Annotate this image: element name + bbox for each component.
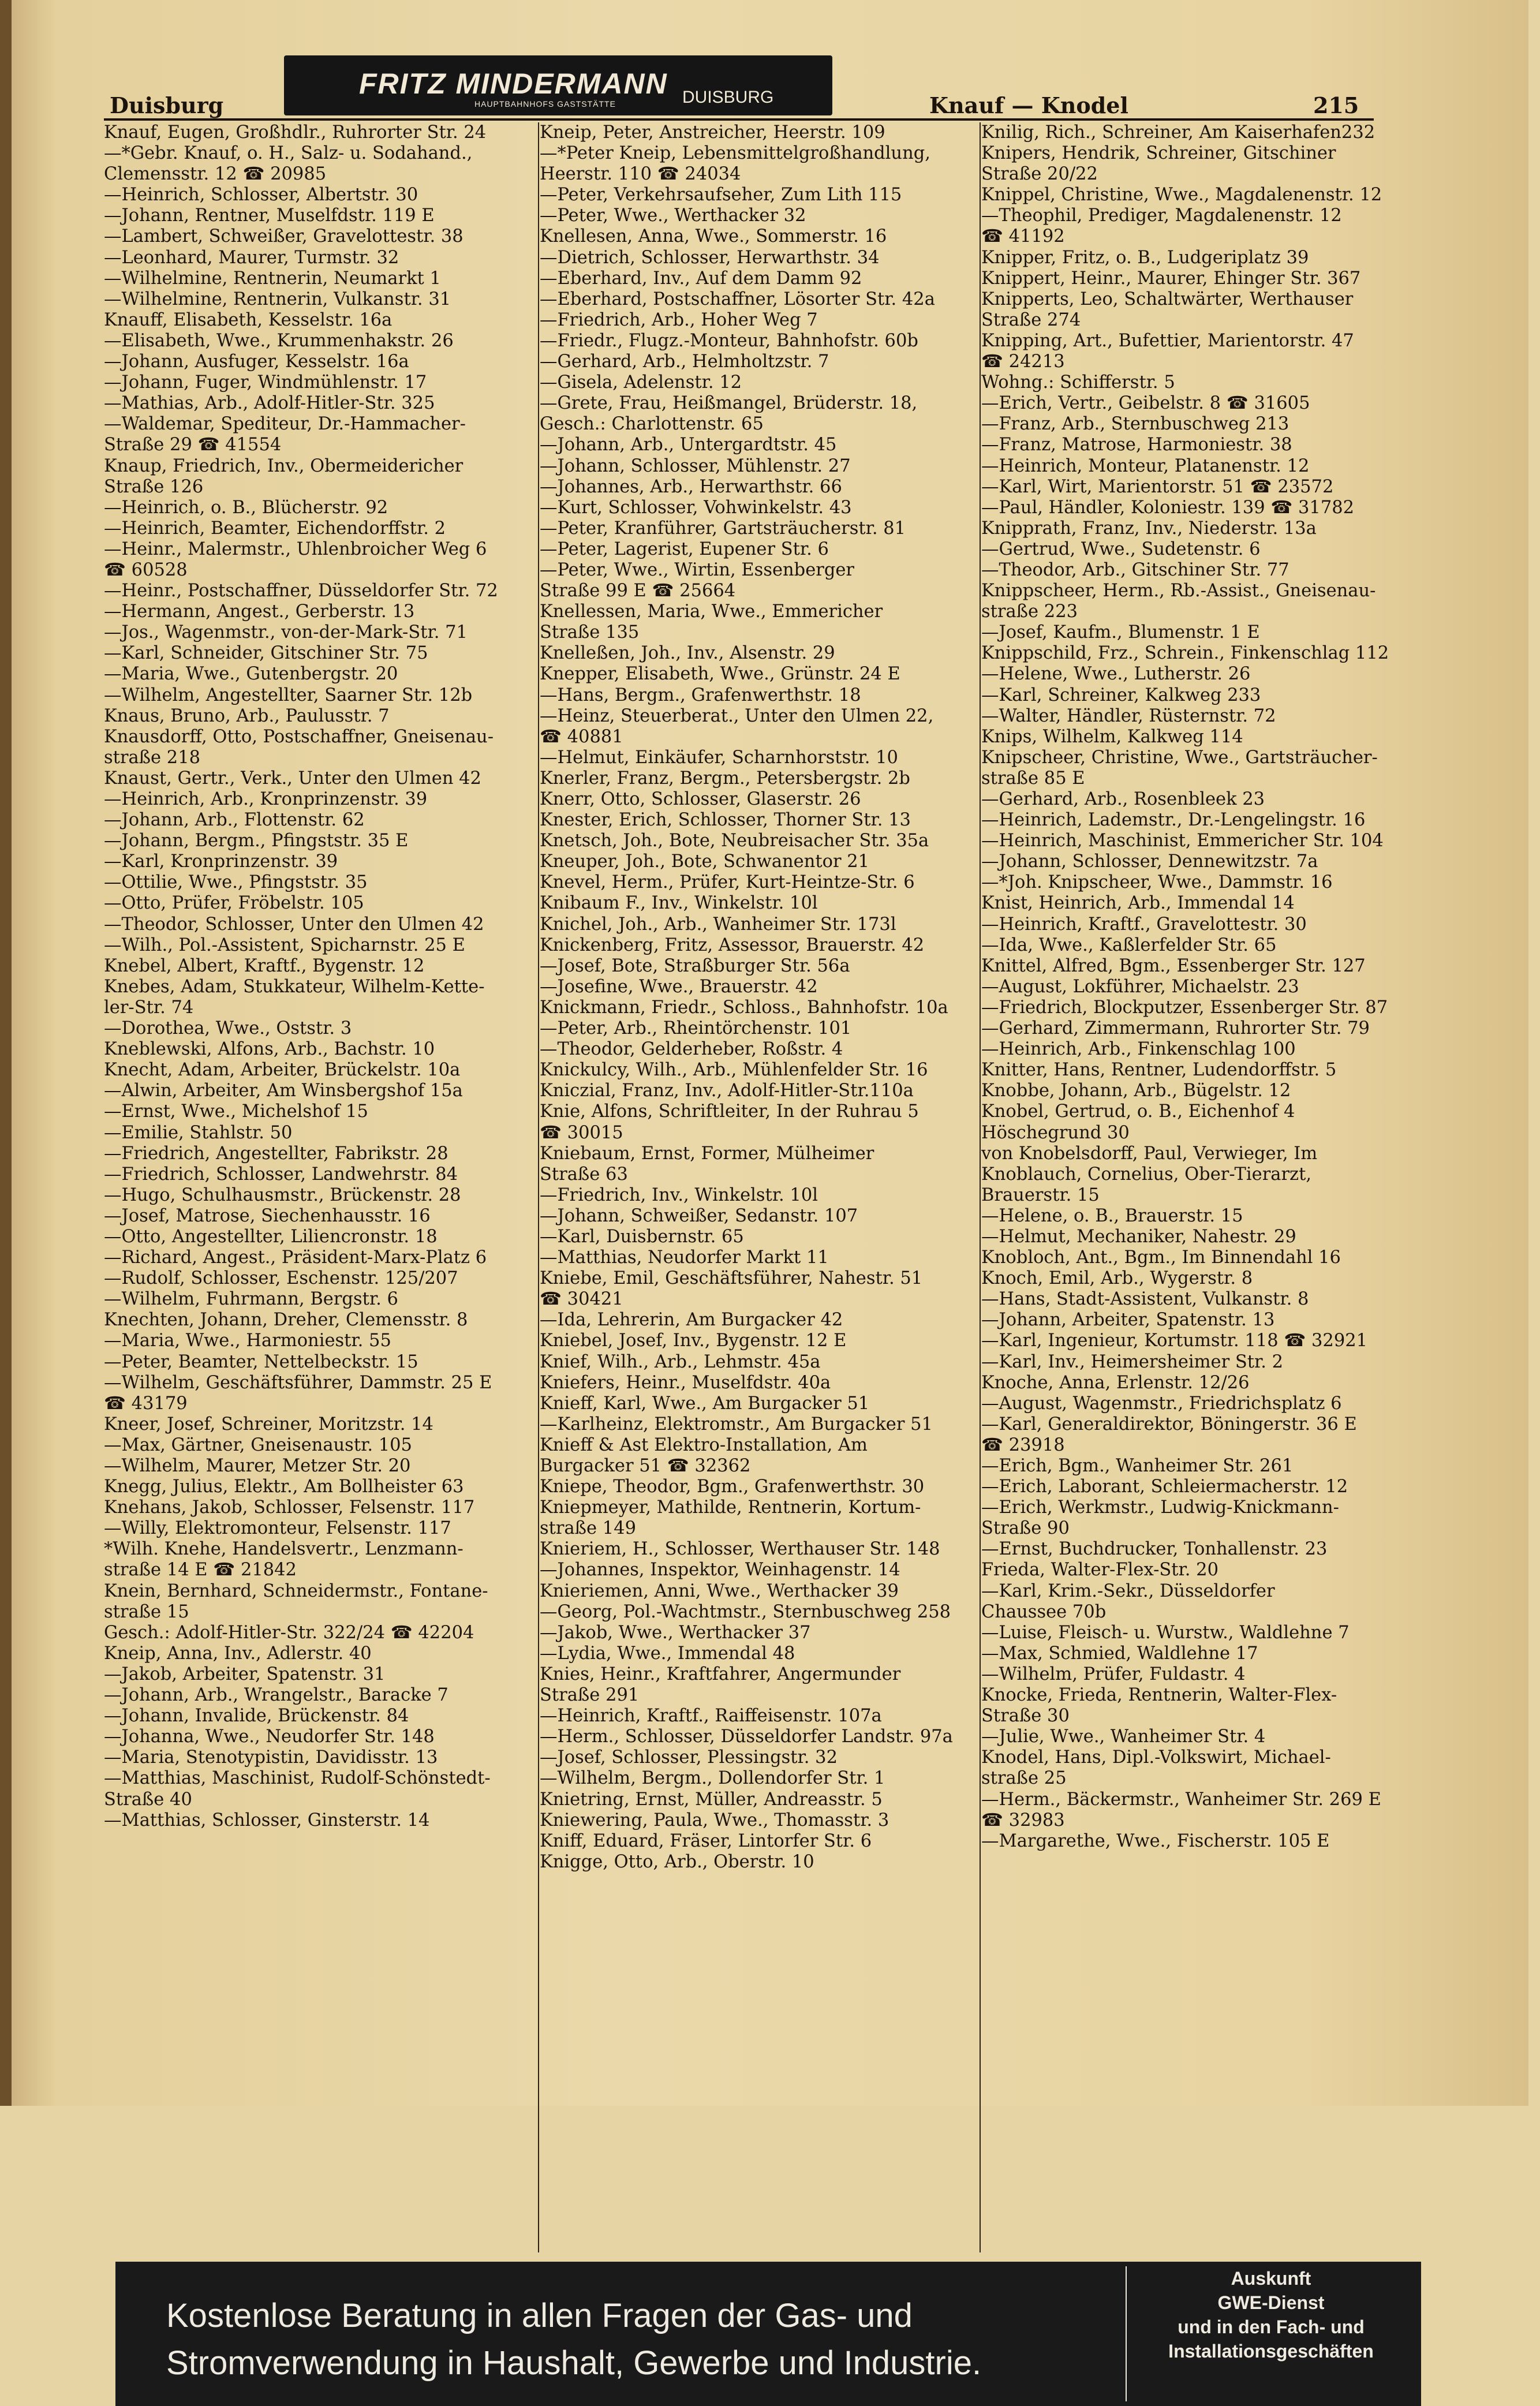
directory-entry-line: —Elisabeth, Wwe., Krummenhakstr. 26 [104,330,454,351]
directory-entry-line: —Theophil, Prediger, Magdalenenstr. 12 [981,206,1342,226]
directory-entry-line: Knipprath, Franz, Inv., Niederstr. 13a [981,518,1317,539]
directory-entry-line: ☎ 30015 [540,1122,623,1143]
directory-entry-line: —Ottilie, Wwe., Pfingststr. 35 [104,872,368,893]
directory-entry-line: —Maria, Wwe., Harmoniestr. 55 [104,1331,391,1351]
directory-entry-line: Wohng.: Schifferstr. 5 [981,372,1175,393]
directory-entry-line: —Maria, Wwe., Gutenbergstr. 20 [104,664,398,685]
header-range: Knauf — Knodel [929,92,1128,118]
directory-entry-line: von Knobelsdorff, Paul, Verwieger, Im [981,1143,1318,1164]
directory-entry-line: Knieriemen, Anni, Wwe., Werthacker 39 [540,1581,899,1601]
directory-entry-line: —Max, Schmied, Waldlehne 17 [981,1643,1258,1664]
directory-entry-line: Knodel, Hans, Dipl.-Volkswirt, Michael- [981,1747,1331,1768]
directory-entry-line: —Heinrich, Kraftf., Gravelottestr. 30 [981,914,1307,935]
directory-entry-line: —Erich, Bgm., Wanheimer Str. 261 [981,1456,1294,1476]
directory-entry-line: —Mathias, Arb., Adolf-Hitler-Str. 325 [104,393,435,414]
directory-entry-line: straße 25 [981,1768,1067,1789]
directory-entry-line: ☎ 24213 [981,352,1065,372]
directory-entry-line: Knaup, Friedrich, Inv., Obermeidericher [104,455,464,476]
directory-entry-line: Knieriem, H., Schlosser, Werthauser Str. 148 [540,1539,940,1560]
directory-entry-line: Burgacker 51 ☎ 32362 [540,1456,751,1476]
directory-entry-line: —Josef, Kaufm., Blumenstr. 1 E [981,622,1260,643]
directory-entry-line: —Willy, Elektromonteur, Felsenstr. 117 [104,1518,451,1539]
directory-entry-line: —Jos., Wagenmstr., von-der-Mark-Str. 71 [104,622,468,643]
directory-entry-line: straße 149 [540,1518,637,1539]
directory-entry-line: —Johann, Bergm., Pfingststr. 35 E [104,831,409,851]
directory-entry-line: Knoblauch, Cornelius, Ober-Tierarzt, [981,1164,1312,1185]
directory-entry-line: —Wilhelm, Bergm., Dollendorfer Str. 1 [540,1768,885,1789]
directory-entry-line: —Peter, Beamter, Nettelbeckstr. 15 [104,1351,418,1372]
directory-entry-line: —Johann, Arb., Flottenstr. 62 [104,810,365,831]
directory-entry-line: straße 14 E ☎ 21842 [104,1560,297,1581]
directory-entry-line: Straße 274 [981,309,1081,330]
directory-entry-line: —Heinr., Postschaffner, Düsseldorfer Str. 72 [104,581,498,602]
directory-entry-line: ☎ 30421 [540,1289,623,1310]
directory-entry-line: Kniepe, Theodor, Bgm., Grafenwerthstr. 30 [540,1477,925,1497]
directory-entry-line: —Theodor, Arb., Gitschiner Str. 77 [981,559,1289,580]
directory-entry-line: —Wilhelm, Geschäftsführer, Dammstr. 25 E [104,1372,492,1393]
directory-entry-line: Knebes, Adam, Stukkateur, Wilhelm-Kette- [104,976,485,997]
directory-entry-line: —Josef, Schlosser, Plessingstr. 32 [540,1747,838,1768]
directory-entry-line: Kniewering, Paula, Wwe., Thomasstr. 3 [540,1810,889,1830]
directory-entry-line: Straße 63 [540,1164,628,1185]
directory-entry-line: —Peter, Wwe., Wirtin, Essenberger [540,559,854,580]
directory-entry-line: —Eberhard, Inv., Auf dem Damm 92 [540,268,862,289]
directory-entry-line: —Friedrich, Schlosser, Landwehrstr. 84 [104,1164,458,1185]
directory-entry-line: Höschegrund 30 [981,1122,1130,1143]
directory-entry-line: Straße 30 [981,1706,1070,1727]
directory-entry-line: Straße 29 ☎ 41554 [104,435,282,455]
directory-entry-line: —Josef, Bote, Straßburger Str. 56a [540,955,850,976]
directory-entry-line: —Jakob, Wwe., Werthacker 37 [540,1622,811,1643]
directory-entry-line: Knippert, Heinr., Maurer, Ehinger Str. 367 [981,268,1361,289]
directory-entry-line: —Helmut, Mechaniker, Nahestr. 29 [981,1226,1296,1247]
directory-entry-line: Kneblewski, Alfons, Arb., Bachstr. 10 [104,1039,435,1060]
directory-entry-line: —Johannes, Inspektor, Weinhagenstr. 14 [540,1560,900,1581]
directory-entry-line: —Peter, Verkehrsaufseher, Zum Lith 115 [540,185,902,206]
directory-entry-line: Knilig, Rich., Schreiner, Am Kaiserhafen232 [981,122,1375,143]
directory-entry-line: —Grete, Frau, Heißmangel, Brüderstr. 18, [540,393,918,414]
directory-entry-line: —Erich, Vertr., Geibelstr. 8 ☎ 31605 [981,393,1310,414]
directory-entry-line: —Heinrich, Kraftf., Raiffeisenstr. 107a [540,1706,882,1727]
directory-entry-line: Knichel, Joh., Arb., Wanheimer Str. 173l [540,914,896,935]
directory-entry-line: Gesch.: Charlottenstr. 65 [540,414,764,435]
directory-entry-line: —Johann, Schweißer, Sedanstr. 107 [540,1205,858,1226]
directory-entry-line: Chaussee 70b [981,1601,1107,1622]
directory-entry-line: Knickmann, Friedr., Schloss., Bahnhofstr. 10a [540,997,948,1018]
directory-entry-line: Knehans, Jakob, Schlosser, Felsenstr. 117 [104,1497,475,1518]
directory-entry-line: —Theodor, Gelderheber, Roßstr. 4 [540,1039,843,1060]
directory-entry-line: Knieff & Ast Elektro-Installation, Am [540,1434,868,1455]
directory-entry-line: Kniebel, Josef, Inv., Bygenstr. 12 E [540,1331,847,1351]
directory-entry-line: —Gerhard, Zimmermann, Ruhrorter Str. 79 [981,1018,1370,1039]
directory-entry-line: Knecht, Adam, Arbeiter, Brückelstr. 10a [104,1060,461,1081]
directory-entry-line: straße 85 E [981,768,1085,789]
directory-entry-line: —August, Lokführer, Michaelstr. 23 [981,976,1299,997]
directory-entry-line: Knelleßen, Joh., Inv., Alsenstr. 29 [540,643,835,664]
directory-entry-line: —Wilh., Pol.-Assistent, Spicharnstr. 25 E [104,935,465,955]
directory-entry-line: —Josef, Matrose, Siechenhausstr. 16 [104,1205,431,1226]
directory-entry-line: Kneuper, Joh., Bote, Schwanentor 21 [540,851,870,872]
directory-entry-line: —Gisela, Adelenstr. 12 [540,372,742,393]
directory-entry-line: Knaus, Bruno, Arb., Paulusstr. 7 [104,705,390,726]
directory-entry-line: —Heinrich, Arb., Finkenschlag 100 [981,1039,1296,1060]
advert-line-2: Stromverwendung in Haushalt, Gewerbe und Industrie. [166,2344,982,2382]
directory-entry-line: Kniebe, Emil, Geschäftsführer, Nahestr. 51 [540,1268,923,1289]
directory-entry-line: —Wilhelmine, Rentnerin, Neumarkt 1 [104,268,441,289]
directory-entry-line: —Johann, Invalide, Brückenstr. 84 [104,1706,409,1727]
directory-entry-line: Straße 90 [981,1518,1070,1539]
directory-entry-line: Clemensstr. 12 ☎ 20985 [104,164,327,185]
directory-entry-line: —Wilhelmine, Rentnerin, Vulkanstr. 31 [104,289,451,309]
directory-entry-line: —August, Wagenmstr., Friedrichsplatz 6 [981,1393,1342,1414]
directory-entry-line: —Eberhard, Postschaffner, Lösorter Str. 42a [540,289,935,309]
directory-entry-line: —Max, Gärtner, Gneisenaustr. 105 [104,1434,412,1455]
directory-entry-line: Kniefers, Heinr., Muselfdstr. 40a [540,1372,831,1393]
directory-entry-line: Kneip, Peter, Anstreicher, Heerstr. 109 [540,122,885,143]
directory-entry-line: Knips, Wilhelm, Kalkweg 114 [981,726,1243,747]
directory-entry-line: Knellessen, Maria, Wwe., Emmericher [540,602,883,622]
directory-entry-line: Heerstr. 110 ☎ 24034 [540,164,741,185]
directory-entry-line: ☎ 23918 [981,1434,1065,1455]
directory-entry-line: Knevel, Herm., Prüfer, Kurt-Heintze-Str. 6 [540,872,915,893]
directory-entry-line: —Dorothea, Wwe., Oststr. 3 [104,1018,352,1039]
directory-entry-line: —*Joh. Knipscheer, Wwe., Dammstr. 16 [981,872,1333,893]
directory-entry-line: Brauerstr. 15 [981,1185,1100,1205]
advert-info-box [1126,2266,1415,2401]
directory-entry-line: Kniepmeyer, Mathilde, Rentnerin, Kortum- [540,1497,921,1518]
banner-subtitle: HAUPTBAHNHOFS GASTSTÄTTE [474,99,616,109]
directory-entry-line: ☎ 41192 [981,226,1065,247]
directory-entry-line: —Heinrich, Lademstr., Dr.-Lengelingstr. 16 [981,810,1366,831]
directory-entry-line: —Ida, Lehrerin, Am Burgacker 42 [540,1310,843,1331]
directory-entry-line: Kneip, Anna, Inv., Adlerstr. 40 [104,1643,372,1664]
directory-entry-line: —Heinrich, Beamter, Eichendorffstr. 2 [104,518,446,539]
directory-entry-line: —Karl, Schneider, Gitschiner Str. 75 [104,643,428,664]
directory-entry-line: —Johann, Fuger, Windmühlenstr. 17 [104,372,427,393]
directory-entry-line: —Matthias, Maschinist, Rudolf-Schönstedt- [104,1768,491,1789]
directory-entry-line: Straße 99 E ☎ 25664 [540,581,736,602]
directory-entry-line: ler-Str. 74 [104,997,194,1018]
directory-entry-line: —Peter, Kranführer, Gartsträucherstr. 81 [540,518,906,539]
directory-entry-line: —Johann, Arbeiter, Spatenstr. 13 [981,1310,1275,1331]
directory-entry-line: —Peter, Arb., Rheintörchenstr. 101 [540,1018,852,1039]
directory-entry-line: Knobbe, Johann, Arb., Bügelstr. 12 [981,1081,1291,1101]
directory-entry-line: —Otto, Prüfer, Fröbelstr. 105 [104,893,364,914]
directory-entry-line: Knaust, Gertr., Verk., Unter den Ulmen 42 [104,768,481,789]
directory-entry-line: —Rudolf, Schlosser, Eschenstr. 125/207 [104,1268,458,1289]
directory-entry-line: —Alwin, Arbeiter, Am Winsbergshof 15a [104,1081,463,1101]
directory-entry-line: —Helene, Wwe., Lutherstr. 26 [981,664,1251,685]
directory-entry-line: —Johann, Arb., Untergardtstr. 45 [540,435,837,455]
directory-entry-line: —Friedrich, Angestellter, Fabrikstr. 28 [104,1143,448,1164]
directory-entry-line: Kniebaum, Ernst, Former, Mülheimer [540,1143,874,1164]
directory-entry-line: —Hugo, Schulhausmstr., Brückenstr. 28 [104,1185,461,1205]
directory-entry-line: —Ernst, Wwe., Michelshof 15 [104,1101,368,1122]
directory-entry-line: Knist, Heinrich, Arb., Immendal 14 [981,893,1295,914]
directory-entry-line: —Karl, Kronprinzenstr. 39 [104,851,338,872]
directory-columns [104,122,1389,2252]
directory-entry-line: Knippel, Christine, Wwe., Magdalenenstr. 12 [981,185,1382,206]
directory-entry-line: —Hermann, Angest., Gerberstr. 13 [104,602,415,622]
advert-line-1: Kostenlose Beratung in allen Fragen der Gas- und [166,2297,913,2334]
directory-entry-line: Knobel, Gertrud, o. B., Eichenhof 4 [981,1101,1295,1122]
directory-entry-line: —Richard, Angest., Präsident-Marx-Platz 6 [104,1247,487,1268]
directory-entry-line: Knoch, Emil, Arb., Wygerstr. 8 [981,1268,1253,1289]
directory-entry-line: Knester, Erich, Schlosser, Thorner Str. 13 [540,810,911,831]
directory-entry-line: Frieda, Walter-Flex-Str. 20 [981,1560,1218,1581]
directory-entry-line: Knebel, Albert, Kraftf., Bygenstr. 12 [104,955,425,976]
directory-entry-line: —Karlheinz, Elektromstr., Am Burgacker 51 [540,1414,933,1434]
directory-entry-line: —Otto, Angestellter, Liliencronstr. 18 [104,1226,438,1247]
directory-entry-line: straße 218 [104,747,201,768]
directory-entry-line: —Helene, o. B., Brauerstr. 15 [981,1205,1243,1226]
directory-entry-line: Knerler, Franz, Bergm., Petersbergstr. 2b [540,768,910,789]
directory-entry-line: —Friedrich, Blockputzer, Essenberger Str. 87 [981,997,1388,1018]
directory-entry-line: —Gerhard, Arb., Helmholtzstr. 7 [540,352,829,372]
directory-entry-line: Knibaum F., Inv., Winkelstr. 10l [540,893,818,914]
directory-entry-line: Knellesen, Anna, Wwe., Sommerstr. 16 [540,226,887,247]
directory-entry-line: —Herm., Schlosser, Düsseldorfer Landstr. 97a [540,1727,953,1747]
directory-entry-line: —Herm., Bäckermstr., Wanheimer Str. 269 E [981,1789,1381,1810]
directory-entry-line: —Margarethe, Wwe., Fischerstr. 105 E [981,1830,1330,1851]
directory-entry-line: Straße 291 [540,1685,640,1706]
directory-entry-line: Knegg, Julius, Elektr., Am Bollheister 63 [104,1477,464,1497]
directory-entry-line: Knauf, Eugen, Großhdlr., Ruhrorter Str. 24 [104,122,487,143]
directory-entry-line: —Georg, Pol.-Wachtmstr., Sternbuschweg 258 [540,1601,951,1622]
banner-city: DUISBURG [682,88,774,107]
directory-entry-line: Kniff, Eduard, Fräser, Lintorfer Str. 6 [540,1830,872,1851]
directory-entry-line: ☎ 43179 [104,1393,188,1414]
directory-entry-line: —Helmut, Einkäufer, Scharnhorststr. 10 [540,747,898,768]
directory-entry-line: —Maria, Stenotypistin, Davidisstr. 13 [104,1747,438,1768]
directory-entry-line: —Friedr., Flugz.-Monteur, Bahnhofstr. 60b [540,330,918,351]
directory-entry-line: —Emilie, Stahlstr. 50 [104,1122,293,1143]
directory-entry-line: —Heinrich, Monteur, Platanenstr. 12 [981,455,1310,476]
header-rule [104,118,1374,121]
directory-entry-line: —Luise, Fleisch- u. Wurstw., Waldlehne 7 [981,1622,1350,1643]
directory-entry-line: Straße 40 [104,1789,192,1810]
directory-entry-line: —Heinrich, Schlosser, Albertstr. 30 [104,185,418,206]
directory-entry-line: Knie, Alfons, Schriftleiter, In der Ruhrau 5 [540,1101,919,1122]
directory-entry-line: Knieff, Karl, Wwe., Am Burgacker 51 [540,1393,870,1414]
directory-entry-line: —Erich, Werkmstr., Ludwig-Knickmann- [981,1497,1339,1518]
directory-entry-line: Knocke, Frieda, Rentnerin, Walter-Flex- [981,1685,1337,1706]
directory-entry-line: —Dietrich, Schlosser, Herwarthstr. 34 [540,247,880,268]
directory-entry-line: —Johann, Arb., Wrangelstr., Baracke 7 [104,1685,448,1706]
directory-entry-line: —Wilhelm, Angestellter, Saarner Str. 12b [104,685,473,705]
directory-entry-line: —Ernst, Buchdrucker, Tonhallenstr. 23 [981,1539,1328,1560]
header-advert-banner [284,55,832,115]
directory-entry-line: Knausdorff, Otto, Postschaffner, Gneisenau- [104,726,494,747]
page-number: 215 [1313,92,1359,118]
directory-entry-line: —Matthias, Schlosser, Ginsterstr. 14 [104,1810,430,1830]
advert-box-line: GWE-Dienst [1217,2292,1325,2313]
directory-entry-line: —Johann, Schlosser, Mühlenstr. 27 [540,455,851,476]
directory-entry-line: —*Gebr. Knauf, o. H., Salz- u. Sodahand., [104,143,473,164]
directory-entry-line: —Heinrich, Maschinist, Emmericher Str. 104 [981,831,1384,851]
directory-entry-line: —Johann, Ausfuger, Kesselstr. 16a [104,352,409,372]
directory-entry-line: Knitter, Hans, Rentner, Ludendorffstr. 5 [981,1060,1337,1081]
directory-entry-line: Knittel, Alfred, Bgm., Essenberger Str. 127 [981,955,1366,976]
directory-entry-line: —Karl, Schreiner, Kalkweg 233 [981,685,1261,705]
directory-entry-line: —Julie, Wwe., Wanheimer Str. 4 [981,1727,1266,1747]
directory-entry-line: —Friedrich, Inv., Winkelstr. 10l [540,1185,818,1205]
directory-entry-line: Knief, Wilh., Arb., Lehmstr. 45a [540,1351,821,1372]
directory-entry-line: —Karl, Duisbernstr. 65 [540,1226,744,1247]
directory-entry-line: —Lydia, Wwe., Immendal 48 [540,1643,795,1664]
directory-entry-line: —Gertrud, Wwe., Sudetenstr. 6 [981,539,1261,559]
directory-entry-line: Knippschild, Frz., Schrein., Finkenschlag 112 [981,643,1389,664]
directory-entry-line: —Karl, Inv., Heimersheimer Str. 2 [981,1351,1284,1372]
directory-entry-line: —Karl, Ingenieur, Kortumstr. 118 ☎ 32921 [981,1331,1368,1351]
directory-entry-line: Knauff, Elisabeth, Kesselstr. 16a [104,309,393,330]
directory-entry-line: —Peter, Lagerist, Eupener Str. 6 [540,539,829,559]
directory-entry-line: —Erich, Laborant, Schleiermacherstr. 12 [981,1477,1348,1497]
directory-entry-line: —Jakob, Arbeiter, Spatenstr. 31 [104,1664,386,1684]
directory-entry-line: —Kurt, Schlosser, Vohwinkelstr. 43 [540,497,852,518]
directory-entry-line: Knippscheer, Herm., Rb.-Assist., Gneisenau- [981,581,1376,602]
directory-entry-line: straße 223 [981,602,1078,622]
directory-entry-line: —Gerhard, Arb., Rosenbleek 23 [981,789,1265,809]
directory-entry-line: Knipperts, Leo, Schaltwärter, Werthauser [981,289,1354,309]
directory-entry-line: —Friedrich, Arb., Hoher Weg 7 [540,309,818,330]
directory-entry-line: —Hans, Stadt-Assistent, Vulkanstr. 8 [981,1289,1309,1310]
directory-entry-line: ☎ 40881 [540,726,623,747]
directory-entry-line: —Heinrich, Arb., Kronprinzenstr. 39 [104,789,428,809]
advert-box-line: und in den Fach- und [1178,2317,1365,2337]
directory-entry-line: —Johann, Schlosser, Dennewitzstr. 7a [981,851,1318,872]
column-1 [104,122,540,1831]
header-city: Duisburg [110,92,224,118]
footer-advert [115,2262,1421,2406]
directory-entry-line: —Wilhelm, Fuhrmann, Bergstr. 6 [104,1289,398,1310]
directory-entry-line: Knoche, Anna, Erlenstr. 12/26 [981,1372,1250,1393]
directory-entry-line: —Paul, Händler, Koloniestr. 139 ☎ 31782 [981,497,1355,518]
directory-entry-line: —Wilhelm, Prüfer, Fuldastr. 4 [981,1664,1246,1684]
directory-entry-line: Knies, Heinr., Kraftfahrer, Angermunder [540,1664,901,1684]
directory-entry-line: —Karl, Wirt, Marientorstr. 51 ☎ 23572 [981,476,1334,497]
directory-entry-line: —Waldemar, Spediteur, Dr.-Hammacher- [104,414,466,435]
directory-entry-line: —Karl, Generaldirektor, Böningerstr. 36 E [981,1414,1357,1434]
directory-entry-line: —Heinz, Steuerberat., Unter den Ulmen 22, [540,705,934,726]
directory-entry-line: —Peter, Wwe., Werthacker 32 [540,206,806,226]
directory-entry-line: Knetsch, Joh., Bote, Neubreisacher Str. 35a [540,831,929,851]
directory-entry-line: Straße 126 [104,476,204,497]
directory-entry-line: —Ida, Wwe., Kaßlerfelder Str. 65 [981,935,1277,955]
directory-entry-line: Knipers, Hendrik, Schreiner, Gitschiner [981,143,1336,164]
advert-box-line: Installationsgeschäften [1168,2341,1374,2362]
directory-entry-line: ☎ 32983 [981,1810,1065,1830]
directory-entry-line: —Karl, Krim.-Sekr., Düsseldorfer [981,1581,1275,1601]
directory-entry-line: Knickulcy, Wilh., Arb., Mühlenfelder Str. 16 [540,1060,928,1081]
directory-entry-line: ☎ 60528 [104,559,188,580]
directory-entry-line: —Heinrich, o. B., Blücherstr. 92 [104,497,388,518]
directory-entry-line: —Wilhelm, Maurer, Metzer Str. 20 [104,1456,411,1476]
directory-entry-line: —Josefine, Wwe., Brauerstr. 42 [540,976,818,997]
directory-entry-line: Knipping, Art., Bufettier, Marientorstr. 47 [981,330,1354,351]
column-3 [981,122,1417,1852]
directory-entry-line: —Hans, Bergm., Grafenwerthstr. 18 [540,685,861,705]
directory-entry-line: —Franz, Arb., Sternbuschweg 213 [981,414,1289,435]
banner-name: FRITZ MINDERMANN [359,68,668,100]
directory-entry-line: —*Peter Kneip, Lebensmittelgroßhandlung, [540,143,930,164]
directory-entry-line: Kniczial, Franz, Inv., Adolf-Hitler-Str.110a [540,1081,914,1101]
directory-entry-line: Straße 135 [540,622,640,643]
advert-box-line: Auskunft [1231,2268,1311,2289]
directory-entry-line: —Johanna, Wwe., Neudorfer Str. 148 [104,1727,435,1747]
directory-entry-line: Gesch.: Adolf-Hitler-Str. 322/24 ☎ 42204 [104,1622,474,1643]
directory-entry-line: Straße 20/22 [981,164,1098,185]
directory-entry-line: Knickenberg, Fritz, Assessor, Brauerstr. 42 [540,935,925,955]
directory-entry-line: Knerr, Otto, Schlosser, Glaserstr. 26 [540,789,861,809]
directory-entry-line: Knigge, Otto, Arb., Oberstr. 10 [540,1851,814,1872]
directory-entry-line: Knein, Bernhard, Schneidermstr., Fontane- [104,1581,488,1601]
directory-entry-line: Knipscheer, Christine, Wwe., Gartsträucher- [981,747,1378,768]
directory-entry-line: Knobloch, Ant., Bgm., Im Binnendahl 16 [981,1247,1341,1268]
directory-entry-line: —Leonhard, Maurer, Turmstr. 32 [104,247,399,268]
directory-entry-line: straße 15 [104,1601,189,1622]
directory-entry-line: Knechten, Johann, Dreher, Clemensstr. 8 [104,1310,468,1331]
directory-entry-line: —Johann, Rentner, Muselfdstr. 119 E [104,206,435,226]
book-spine [0,0,12,2106]
directory-entry-line: *Wilh. Knehe, Handelsvertr., Lenzmann- [104,1539,464,1560]
directory-entry-line: Knietring, Ernst, Müller, Andreasstr. 5 [540,1789,883,1810]
directory-entry-line: —Lambert, Schweißer, Gravelottestr. 38 [104,226,464,247]
directory-entry-line: —Johannes, Arb., Herwarthstr. 66 [540,476,842,497]
directory-entry-line: Knipper, Fritz, o. B., Ludgeriplatz 39 [981,247,1309,268]
directory-entry-line: Kneer, Josef, Schreiner, Moritzstr. 14 [104,1414,433,1434]
directory-entry-line: —Franz, Matrose, Harmoniestr. 38 [981,435,1292,455]
directory-entry-line: —Heinr., Malermstr., Uhlenbroicher Weg 6 [104,539,487,559]
directory-entry-line: —Walter, Händler, Rüsternstr. 72 [981,705,1276,726]
directory-entry-line: —Theodor, Schlosser, Unter den Ulmen 42 [104,914,484,935]
directory-entry-line: Knepper, Elisabeth, Wwe., Grünstr. 24 E [540,664,900,685]
directory-entry-line: —Matthias, Neudorfer Markt 11 [540,1247,829,1268]
column-2 [540,122,975,1873]
